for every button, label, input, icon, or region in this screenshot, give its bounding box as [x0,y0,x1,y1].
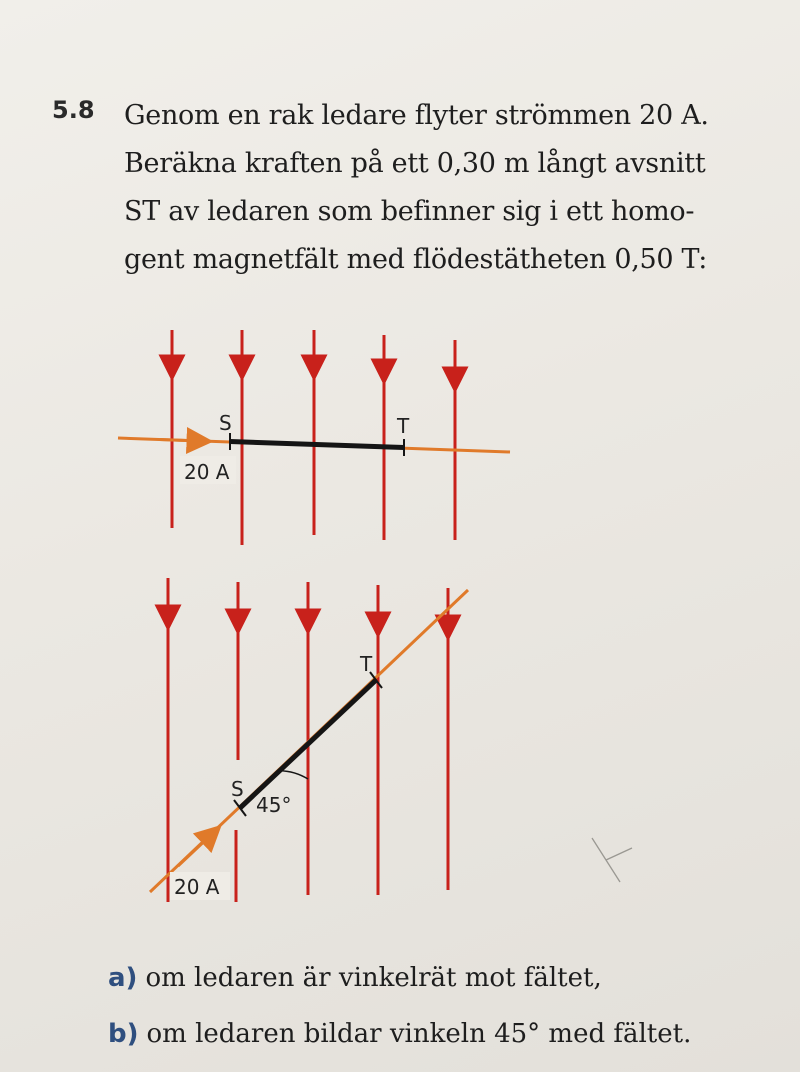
label-s: S [231,777,244,801]
question-list [108,950,788,1062]
label-t: T [397,414,410,438]
figure-45-degrees [150,578,468,902]
problem-number: 5.8 [52,96,95,124]
field-lines-top [172,330,455,545]
question-a [108,950,788,1006]
pencil-mark-icon [592,838,632,882]
problem-line: Genom en rak ledare flyter strömmen 20 A. [124,100,709,131]
label-s: S [219,411,232,435]
problem-line: ST av ledaren som befinner sig i ett homo- [124,196,695,227]
angle-label: 45° [256,793,292,817]
current-label: 20 A [184,460,230,484]
current-arrow [178,834,212,866]
problem-line: Beräkna kraften på ett 0,30 m långt avsnitt [124,148,706,179]
segment-st [230,442,404,448]
question-text: om ledaren bildar vinkeln 45° med fältet. [146,1019,692,1049]
question-b [108,1006,788,1062]
current-label: 20 A [174,875,220,899]
question-text: om ledaren är vinkelrät mot fältet, [145,963,602,993]
current-arrow [160,440,200,442]
label-t: T [360,652,373,676]
question-letter: a) [108,963,138,993]
question-letter: b) [108,1019,139,1049]
problem-line: gent magnetfält med flödestätheten 0,50 T: [124,244,708,275]
figure-perpendicular [118,330,510,545]
angle-arc [280,771,308,779]
